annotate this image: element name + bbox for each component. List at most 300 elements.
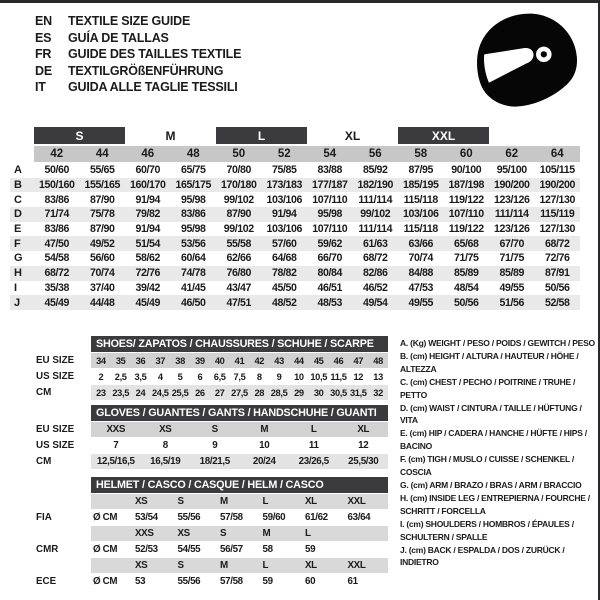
size-cell: 190/200 bbox=[494, 179, 530, 192]
value-cell: 45 bbox=[313, 355, 324, 366]
size-cell: 185/195 bbox=[403, 179, 439, 192]
size-cell: 61/63 bbox=[362, 237, 388, 250]
size-cell: 87/91 bbox=[544, 267, 570, 280]
size-number: 52 bbox=[262, 146, 308, 162]
size-cell: 51/54 bbox=[135, 237, 160, 250]
size-cell: 49/54 bbox=[362, 296, 388, 309]
row-label bbox=[10, 526, 91, 541]
size-label-cell: XS bbox=[135, 496, 148, 507]
size-row bbox=[10, 251, 580, 266]
value-cell: 58 bbox=[262, 544, 273, 555]
measurement-legend bbox=[400, 337, 600, 569]
size-cell: 47/51 bbox=[226, 296, 251, 309]
value-cell: 39 bbox=[195, 355, 205, 366]
helmet-icon bbox=[456, 8, 590, 112]
size-cell: 83/86 bbox=[44, 193, 69, 206]
value-cell: XL bbox=[357, 424, 370, 435]
size-label-cell: S bbox=[177, 496, 184, 507]
gloves-table-rows bbox=[10, 422, 388, 469]
size-cell: 103/106 bbox=[403, 208, 439, 221]
value-cell: 54/55 bbox=[177, 544, 201, 555]
size-cell: 111/114 bbox=[494, 208, 529, 221]
value-cell: 10,5 bbox=[310, 371, 328, 382]
size-cell: 68/72 bbox=[362, 252, 388, 265]
value-cell: 11 bbox=[308, 440, 319, 451]
size-number: 64 bbox=[535, 146, 581, 162]
size-row bbox=[10, 295, 580, 310]
size-cell: 119/122 bbox=[448, 223, 484, 236]
size-cell: 72/76 bbox=[135, 267, 160, 280]
size-number-spacer bbox=[10, 146, 34, 162]
size-row bbox=[10, 207, 580, 222]
size-cell: 85/89 bbox=[499, 267, 524, 280]
size-cell: 71/75 bbox=[453, 252, 479, 265]
language-code: FR bbox=[35, 47, 52, 61]
size-number: 60 bbox=[444, 146, 490, 162]
table-row bbox=[10, 454, 388, 469]
value-cell: 23,5 bbox=[112, 387, 130, 398]
row-cells bbox=[91, 353, 388, 368]
size-cell: 49/55 bbox=[499, 281, 524, 294]
size-label-cell: S bbox=[177, 560, 184, 571]
value-cell: 16,5/19 bbox=[150, 456, 181, 467]
size-cell: 95/100 bbox=[496, 164, 527, 177]
legend-item: A. (Kg) WEIGHT / PESO / POIDS / GEWITCH / PESO bbox=[400, 338, 595, 348]
unit-cell: Ø CM bbox=[93, 544, 118, 555]
size-label-cell: M bbox=[262, 528, 271, 539]
size-label-cell: XS bbox=[135, 560, 148, 571]
helmet-size-row bbox=[10, 494, 388, 509]
size-cell: 58/62 bbox=[135, 252, 160, 265]
size-cell: 59/62 bbox=[317, 237, 342, 250]
value-cell: 41 bbox=[234, 355, 245, 366]
value-cell: 57/58 bbox=[220, 576, 243, 587]
size-cell: 54/58 bbox=[44, 252, 69, 265]
size-number: 54 bbox=[307, 146, 353, 162]
value-cell: 10 bbox=[294, 371, 304, 382]
row-cells bbox=[91, 369, 388, 384]
value-cell: 55/56 bbox=[177, 512, 201, 523]
size-cell: 87/90 bbox=[89, 223, 115, 236]
size-cell: 63/66 bbox=[408, 237, 433, 250]
value-cell: 26 bbox=[195, 387, 205, 398]
size-cell: 107/110 bbox=[312, 193, 348, 206]
size-label-cell: L bbox=[262, 496, 269, 507]
language-code: ES bbox=[35, 30, 52, 45]
size-cell: 99/102 bbox=[223, 193, 254, 206]
size-cell: 50/60 bbox=[44, 164, 69, 177]
size-cell: 46/52 bbox=[362, 281, 388, 294]
helmet-size-row bbox=[10, 526, 388, 541]
value-cell: 44 bbox=[294, 355, 304, 366]
value-cell: 12 bbox=[353, 371, 364, 382]
size-row bbox=[10, 281, 580, 296]
value-cell: 7,5 bbox=[233, 371, 246, 382]
size-cell: 65/75 bbox=[180, 164, 206, 177]
value-cell: 3,5 bbox=[134, 371, 147, 382]
size-group-spacer bbox=[10, 127, 34, 144]
value-cell: L bbox=[310, 424, 317, 435]
size-label-cell: XXS bbox=[135, 528, 154, 539]
size-cell: 55/58 bbox=[226, 237, 251, 250]
size-cell: 70/74 bbox=[408, 252, 433, 265]
value-cell: 23 bbox=[96, 387, 106, 398]
size-cell: 87/90 bbox=[226, 208, 251, 221]
value-cell: 28,5 bbox=[270, 387, 288, 398]
value-cell: 12 bbox=[358, 440, 369, 451]
size-cell: 35/38 bbox=[44, 281, 69, 294]
value-cell: 37 bbox=[155, 355, 166, 366]
size-cell: 55/65 bbox=[89, 164, 115, 177]
table-row bbox=[10, 353, 388, 368]
value-cell: XXS bbox=[106, 424, 126, 435]
value-cell: 36 bbox=[135, 355, 146, 366]
size-row bbox=[10, 163, 580, 178]
value-cell: 30 bbox=[313, 387, 324, 398]
size-cell: 45/50 bbox=[271, 281, 297, 294]
helmet-icon-svg bbox=[456, 8, 590, 112]
size-cell: 60/64 bbox=[180, 252, 206, 265]
value-cell: 30,5 bbox=[330, 387, 347, 398]
value-cell: 27,5 bbox=[231, 387, 248, 398]
table-row bbox=[10, 422, 388, 437]
value-cell: 25,5/30 bbox=[348, 456, 379, 467]
size-label-cell: S bbox=[220, 528, 227, 539]
value-cell: 57/58 bbox=[220, 512, 243, 523]
size-cell: 127/130 bbox=[539, 223, 575, 236]
language-title: GUIDE DES TAILLES TEXTILE bbox=[68, 47, 242, 61]
row-cells bbox=[91, 422, 388, 437]
size-cell: 37/40 bbox=[89, 281, 115, 294]
language-title: GUIDA ALLE TAGLIE TESSILI bbox=[68, 80, 238, 94]
row-cells bbox=[91, 438, 388, 453]
legend-item: E. (cm) HIP / CADERA / HANCHE / HÜFTE / HIPS / BACINO bbox=[400, 428, 587, 452]
size-cell: 64/68 bbox=[271, 252, 297, 265]
helmet-value-row bbox=[10, 510, 388, 525]
size-cell: 53/56 bbox=[180, 237, 206, 250]
size-cell: 80/84 bbox=[317, 267, 342, 280]
size-row bbox=[10, 178, 580, 193]
size-guide-table bbox=[10, 127, 580, 310]
value-cell: 9 bbox=[276, 371, 282, 382]
row-label: EU SIZE bbox=[36, 424, 75, 435]
top-border bbox=[0, 0, 600, 3]
size-cell: 70/74 bbox=[89, 267, 115, 280]
value-cell: 20/24 bbox=[252, 456, 276, 467]
size-number: 58 bbox=[398, 146, 444, 162]
legend-item: J. (cm) BACK / ESPALDA / DOS / ZURÜCK / INDIETRO bbox=[400, 544, 565, 568]
size-cell: 103/106 bbox=[266, 193, 302, 206]
size-cell: 84/88 bbox=[408, 267, 433, 280]
size-group-spacer bbox=[489, 127, 535, 144]
row-label: CMR bbox=[36, 544, 59, 555]
size-row bbox=[10, 222, 580, 237]
unit-cell: Ø CM bbox=[93, 512, 118, 523]
size-cell: 177/187 bbox=[312, 179, 348, 192]
size-cell: 155/165 bbox=[84, 179, 120, 192]
size-cell: 105/115 bbox=[539, 164, 575, 177]
language-list bbox=[35, 13, 241, 96]
value-cell: 28 bbox=[254, 387, 265, 398]
size-number: 42 bbox=[34, 146, 80, 162]
row-cells bbox=[91, 526, 388, 541]
size-cell: 39/42 bbox=[135, 281, 160, 294]
row-label: US SIZE bbox=[36, 440, 75, 451]
helmet-table-title: HELMET / CASCO / CASQUE / HELM / CASCO bbox=[91, 477, 388, 493]
size-cell: 160/170 bbox=[130, 179, 166, 192]
size-cell: 87/95 bbox=[408, 164, 433, 177]
size-cell: 49/52 bbox=[89, 237, 115, 250]
language-item bbox=[35, 13, 241, 30]
size-number: 48 bbox=[171, 146, 217, 162]
row-letter: J bbox=[14, 296, 21, 309]
size-cell: 51/56 bbox=[499, 296, 524, 309]
size-label-cell: XL bbox=[305, 496, 317, 507]
size-cell: 71/75 bbox=[499, 252, 524, 265]
value-cell: 48 bbox=[373, 355, 383, 366]
value-cell: M bbox=[260, 424, 269, 435]
row-cells bbox=[91, 454, 388, 469]
size-cell: 85/89 bbox=[453, 267, 479, 280]
size-cell: 43/47 bbox=[226, 281, 251, 294]
value-cell: 59 bbox=[305, 544, 316, 555]
size-cell: 91/94 bbox=[271, 208, 297, 221]
size-cell: 85/92 bbox=[362, 164, 388, 177]
value-cell: 59 bbox=[262, 576, 273, 587]
legend-item: H. (cm) INSIDE LEG / ENTREPIERNA / FOURCHE / SCHRITT / FORCELLA bbox=[400, 492, 590, 516]
size-cell: 91/94 bbox=[135, 193, 160, 206]
value-cell: 8 bbox=[256, 371, 262, 382]
unit-cell: Ø CM bbox=[93, 576, 118, 587]
table-row bbox=[10, 369, 388, 384]
value-cell: 53 bbox=[135, 576, 146, 587]
value-cell: 24,5 bbox=[151, 387, 169, 398]
value-cell: 43 bbox=[274, 355, 284, 366]
size-number: 44 bbox=[80, 146, 126, 162]
size-label-cell: M bbox=[220, 560, 228, 571]
size-cell: 99/102 bbox=[223, 223, 254, 236]
value-cell: 12,5/16,5 bbox=[96, 456, 135, 467]
value-cell: 31,5 bbox=[349, 387, 367, 398]
row-letter: I bbox=[14, 281, 18, 294]
size-cell: 46/50 bbox=[180, 296, 206, 309]
helmet-table-header bbox=[10, 477, 388, 493]
size-label-cell: M bbox=[220, 496, 228, 507]
row-letter: B bbox=[14, 179, 22, 192]
size-cell: 48/54 bbox=[453, 281, 479, 294]
size-cell: 182/190 bbox=[357, 179, 393, 192]
size-cell: 56/60 bbox=[89, 252, 115, 265]
size-cell: 115/118 bbox=[403, 193, 438, 206]
language-code: IT bbox=[35, 80, 46, 94]
size-cell: 75/78 bbox=[89, 208, 115, 221]
size-cell: 68/72 bbox=[44, 267, 69, 280]
value-cell: 40 bbox=[214, 355, 225, 366]
size-cell: 76/80 bbox=[226, 267, 251, 280]
size-number-row bbox=[10, 146, 580, 162]
helmet-table-rows bbox=[10, 494, 388, 589]
size-cell: 50/56 bbox=[453, 296, 479, 309]
value-cell: 24 bbox=[135, 387, 146, 398]
size-cell: 60/70 bbox=[135, 164, 160, 177]
size-group-header bbox=[10, 127, 580, 144]
value-cell: 7 bbox=[113, 440, 119, 451]
legend-item: D. (cm) WAIST / CINTURA / TAILLE / HÜFTUNG / VITA bbox=[400, 402, 582, 426]
value-cell: 61 bbox=[347, 576, 358, 587]
value-cell: 9 bbox=[212, 440, 218, 451]
size-cell: 123/126 bbox=[494, 193, 530, 206]
language-item bbox=[35, 63, 241, 80]
shoes-table bbox=[10, 336, 388, 401]
size-cell: 71/74 bbox=[44, 208, 69, 221]
size-row bbox=[10, 266, 580, 281]
legend-item: B. (cm) HEIGHT / ALTURA / HAUTEUR / HÖHE / ALTEZZA bbox=[400, 350, 579, 374]
row-label: CM bbox=[36, 456, 52, 467]
size-cell: 107/110 bbox=[312, 223, 348, 236]
size-group-xxl: XXL bbox=[398, 127, 489, 144]
size-cell: 72/76 bbox=[544, 252, 570, 265]
size-cell: 123/126 bbox=[494, 223, 530, 236]
size-cell: 57/60 bbox=[271, 237, 297, 250]
row-letter: A bbox=[14, 164, 22, 177]
size-cell: 46/51 bbox=[317, 281, 342, 294]
size-cell: 95/98 bbox=[180, 193, 206, 206]
gloves-table-header bbox=[10, 405, 388, 421]
size-cell: 50/56 bbox=[544, 281, 570, 294]
size-cell: 111/114 bbox=[358, 193, 393, 206]
value-cell: 6,5 bbox=[213, 371, 226, 382]
value-cell: 34 bbox=[96, 355, 106, 366]
size-cell: 70/80 bbox=[226, 164, 251, 177]
row-cells bbox=[91, 510, 388, 525]
row-cells bbox=[91, 542, 388, 557]
size-cell: 47/50 bbox=[44, 237, 69, 250]
value-cell: 6 bbox=[197, 371, 203, 382]
value-cell: 10 bbox=[259, 440, 270, 451]
value-cell: 13 bbox=[373, 371, 383, 382]
row-label bbox=[10, 558, 91, 573]
row-cells bbox=[91, 558, 388, 573]
value-cell: 23/26,5 bbox=[298, 456, 329, 467]
value-cell: 42 bbox=[254, 355, 265, 366]
value-cell: 53/54 bbox=[135, 512, 158, 523]
size-label-cell: XXL bbox=[347, 560, 366, 571]
size-cell: 83/86 bbox=[180, 208, 206, 221]
value-cell: 59/60 bbox=[262, 512, 286, 523]
size-cell: 170/180 bbox=[221, 179, 257, 192]
language-title: GUÍA DE TALLAS bbox=[68, 30, 169, 45]
size-group-m: M bbox=[165, 128, 176, 143]
value-cell: 32 bbox=[373, 387, 383, 398]
size-cell: 91/94 bbox=[135, 223, 160, 236]
row-letter: F bbox=[14, 237, 21, 250]
size-row bbox=[10, 192, 580, 207]
gloves-table-title: GLOVES / GUANTES / GANTS / HANDSCHUHE / GUANTI bbox=[91, 405, 388, 421]
shoes-table-header bbox=[10, 336, 388, 352]
row-label bbox=[10, 494, 91, 509]
shoes-table-rows bbox=[10, 353, 388, 400]
size-cell: 82/86 bbox=[362, 267, 388, 280]
size-number: 50 bbox=[216, 146, 262, 162]
size-cell: 48/53 bbox=[317, 296, 342, 309]
size-cell: 165/175 bbox=[175, 179, 211, 192]
value-cell: 63/64 bbox=[347, 512, 371, 523]
size-label-cell: XL bbox=[305, 560, 317, 571]
helmet-size-table bbox=[10, 477, 388, 590]
value-cell: 38 bbox=[175, 355, 185, 366]
size-number: 46 bbox=[125, 146, 171, 162]
size-cell: 87/90 bbox=[89, 193, 115, 206]
row-letter: H bbox=[14, 267, 22, 280]
size-cell: 52/58 bbox=[544, 296, 570, 309]
size-group-l: L bbox=[216, 127, 307, 144]
size-cell: 68/72 bbox=[544, 237, 570, 250]
language-title: TEXTILE SIZE GUIDE bbox=[68, 14, 191, 28]
size-cell: 74/78 bbox=[180, 267, 206, 280]
legend-item: G. (cm) ARM / BRAZO / BRAS / ARM / BRACCIO bbox=[400, 479, 582, 490]
value-cell: 47 bbox=[353, 355, 364, 366]
size-cell: 45/49 bbox=[135, 296, 160, 309]
language-code: DE bbox=[35, 63, 52, 78]
size-cell: 115/119 bbox=[540, 208, 575, 221]
value-cell: 60 bbox=[305, 576, 316, 587]
size-label-cell: L bbox=[262, 560, 269, 571]
language-item bbox=[35, 46, 241, 63]
value-cell: 25,5 bbox=[171, 387, 189, 398]
size-cell: 75/85 bbox=[271, 164, 297, 177]
size-cell: 79/82 bbox=[135, 208, 160, 221]
value-cell: 55/56 bbox=[177, 576, 201, 587]
size-cell: 119/122 bbox=[448, 193, 484, 206]
value-cell: 4 bbox=[157, 371, 163, 382]
size-cell: 190/200 bbox=[539, 179, 575, 192]
row-cells bbox=[91, 494, 388, 509]
row-letter: G bbox=[14, 252, 23, 265]
size-cell: 90/100 bbox=[451, 164, 482, 177]
size-cell: 49/55 bbox=[408, 296, 433, 309]
value-cell: XS bbox=[159, 424, 172, 435]
size-cell: 107/110 bbox=[448, 208, 484, 221]
helmet-value-row bbox=[10, 574, 388, 589]
row-letter: D bbox=[14, 208, 22, 221]
helmet-size-row bbox=[10, 558, 388, 573]
row-label: CM bbox=[36, 387, 52, 398]
size-cell: 67/70 bbox=[499, 237, 524, 250]
row-label: US SIZE bbox=[36, 371, 75, 382]
size-label-cell: XS bbox=[177, 528, 190, 539]
table-row bbox=[10, 438, 388, 453]
size-group-s: S bbox=[34, 127, 125, 144]
size-cell: 44/48 bbox=[89, 296, 115, 309]
size-label-cell: L bbox=[305, 528, 311, 539]
row-label: ECE bbox=[36, 576, 57, 587]
size-group-xl: XL bbox=[344, 128, 361, 143]
value-cell: 5 bbox=[177, 371, 183, 382]
value-cell: S bbox=[211, 424, 218, 435]
size-cell: 65/68 bbox=[453, 237, 479, 250]
size-cell: 45/49 bbox=[44, 296, 69, 309]
language-item bbox=[35, 79, 241, 96]
helmet-value-row bbox=[10, 542, 388, 557]
value-cell: 29 bbox=[294, 387, 304, 398]
size-cell: 66/70 bbox=[317, 252, 342, 265]
value-cell: 2 bbox=[98, 371, 104, 382]
value-cell: 46 bbox=[333, 355, 344, 366]
language-item bbox=[35, 30, 241, 47]
value-cell: 52/53 bbox=[135, 544, 158, 555]
size-cell: 111/114 bbox=[358, 223, 393, 236]
size-cell: 115/118 bbox=[403, 223, 438, 236]
